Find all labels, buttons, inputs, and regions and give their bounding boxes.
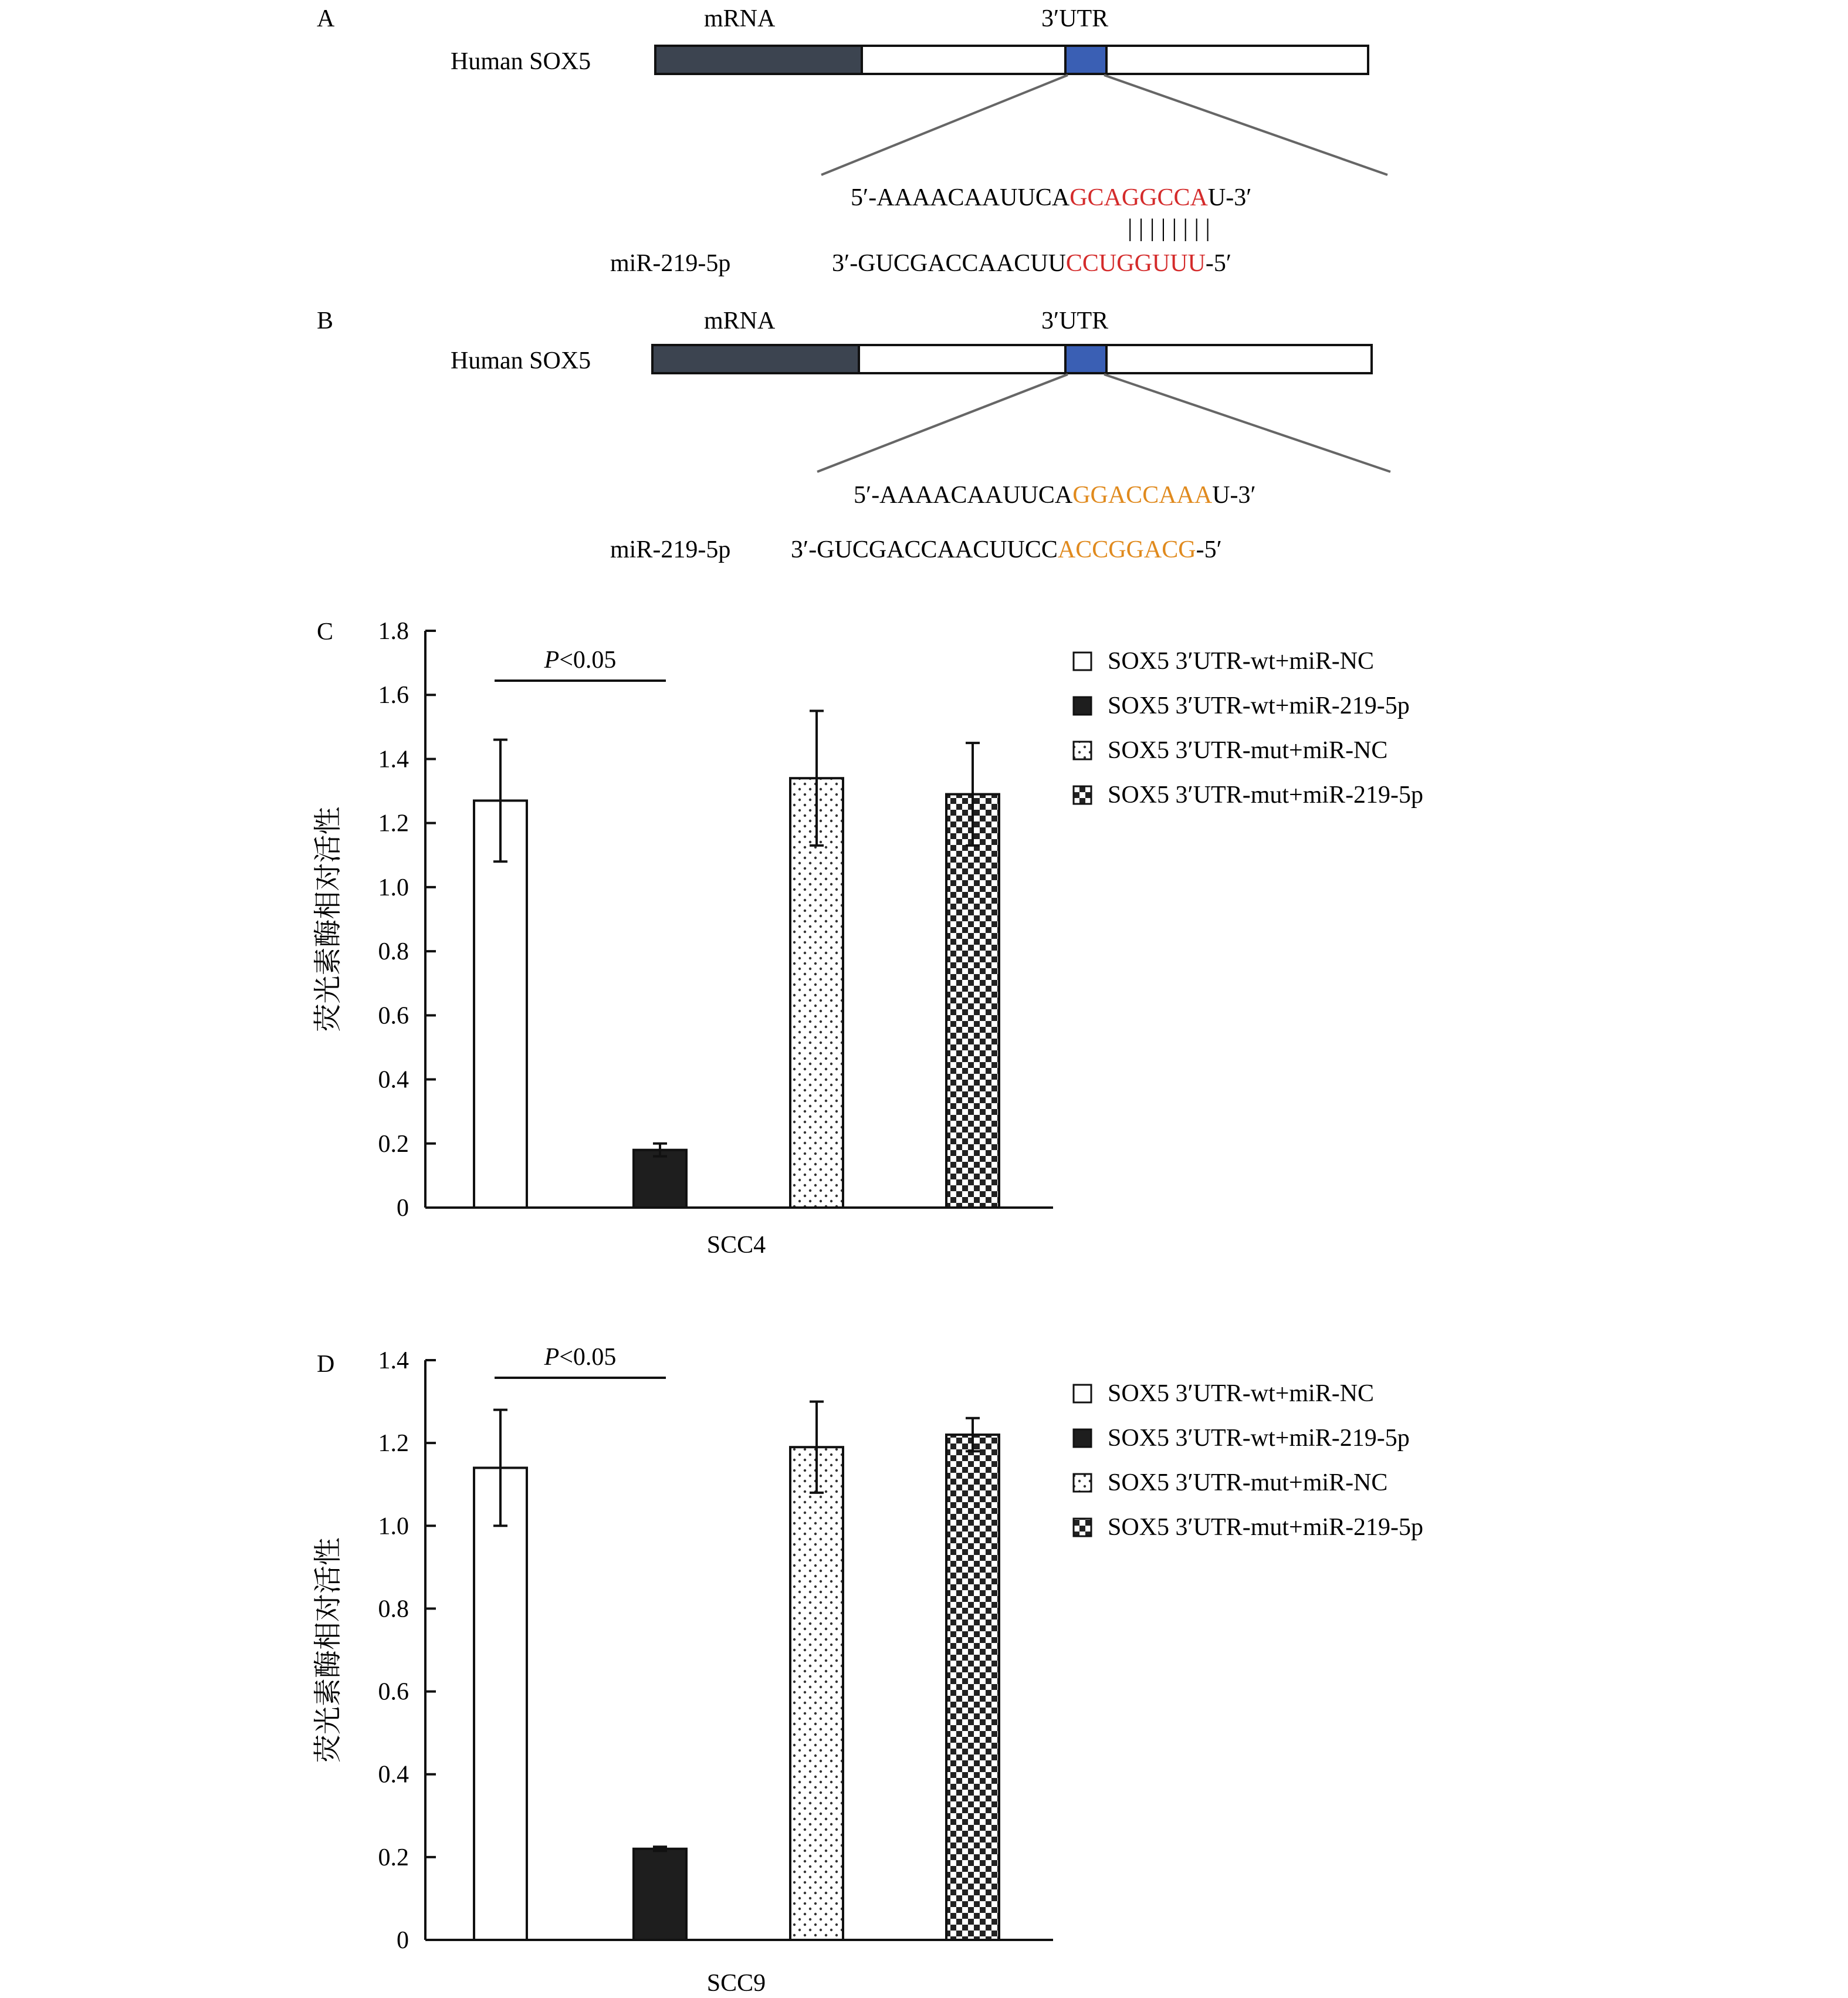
panel-b-mirna-sequence (791, 536, 1222, 563)
panel-a-mrna-seq-suffix: U-3′ (1207, 184, 1252, 211)
chart-c-y-axis-label: 荧光素酶相对活性 (312, 806, 344, 1032)
chart-c-legend-label: SOX5 3′UTR-wt+miR-219-5p (1108, 692, 1410, 719)
chart-d-significance-label: P<0.05 (544, 1344, 617, 1371)
chart-d-legend-label: SOX5 3′UTR-wt+miR-219-5p (1108, 1425, 1410, 1452)
panel-b-gene-label: Human SOX5 (451, 347, 591, 374)
chart-d-y-tick-label: 0.6 (378, 1678, 409, 1706)
chart-d-letter: D (317, 1351, 335, 1378)
chart-c-legend-swatch (1074, 786, 1091, 804)
chart-d-y-tick-label: 0.8 (378, 1595, 409, 1623)
panel-a-pairing: | | | | | | | | (1128, 215, 1210, 242)
panel-b-letter: B (317, 307, 334, 334)
panel-b-zoom-line-right (1104, 374, 1390, 472)
chart-c-y-tick-label: 0.8 (378, 938, 409, 966)
chart-c-y-tick-label: 1.6 (378, 682, 409, 709)
chart-c-y-tick-label: 0 (397, 1195, 409, 1222)
chart-c-y-tick-label: 0.2 (378, 1130, 409, 1158)
panel-a-letter: A (317, 5, 335, 32)
chart-d-y-tick-label: 1.2 (378, 1430, 409, 1458)
panel-b-mirna-seq-prefix: 3′-GUCGACCAACUUCC (791, 536, 1058, 563)
chart-c (312, 618, 1423, 1259)
chart-d-y-tick-label: 1.0 (378, 1513, 409, 1540)
chart-c-x-axis-label: SCC4 (706, 1232, 766, 1259)
panel-a-target-site (1065, 46, 1106, 74)
panel-b-mirna-seq-suffix: -5′ (1196, 536, 1222, 563)
panel-a-utr-label: 3′UTR (1041, 5, 1109, 32)
panel-b-mirna-seq-site: ACCGGACG (1057, 536, 1196, 563)
chart-c-y-tick-label: 1.8 (378, 618, 409, 645)
chart-c-bar (634, 1150, 686, 1208)
panel-a-mrna-seq-site: GCAGGCCA (1069, 184, 1208, 211)
chart-c-legend-swatch (1074, 697, 1091, 715)
panel-a-zoom-line-left (821, 75, 1068, 175)
chart-d-y-tick-label: 0.4 (378, 1761, 409, 1789)
panel-b-utr-label: 3′UTR (1041, 307, 1109, 334)
chart-d-x-axis-label: SCC9 (706, 1970, 766, 1997)
panel-a (317, 5, 1387, 277)
panel-a-zoom-line-right (1104, 75, 1387, 175)
panel-a-gene-label: Human SOX5 (451, 48, 591, 75)
panel-a-mirna-seq-site: CCUGGUUU (1065, 250, 1206, 277)
chart-c-letter: C (317, 618, 334, 645)
chart-c-legend-label: SOX5 3′UTR-mut+miR-219-5p (1108, 782, 1424, 809)
chart-c-legend-swatch (1074, 742, 1091, 759)
chart-d (312, 1344, 1423, 1997)
panel-b-zoom-line-left (817, 374, 1068, 472)
panel-b-mrna-sequence (854, 482, 1256, 509)
chart-d-legend-label: SOX5 3′UTR-wt+miR-NC (1108, 1380, 1375, 1407)
chart-d-bar (634, 1849, 686, 1940)
chart-c-y-tick-label: 0.6 (378, 1002, 409, 1030)
panel-b-cds-segment (652, 345, 859, 373)
panel-a-cds-segment (655, 46, 862, 74)
chart-d-legend-label: SOX5 3′UTR-mut+miR-219-5p (1108, 1514, 1424, 1541)
chart-d-legend-swatch (1074, 1474, 1091, 1492)
chart-c-legend-label: SOX5 3′UTR-mut+miR-NC (1108, 737, 1388, 764)
chart-d-bar (790, 1447, 843, 1940)
panel-a-mrna-sequence (851, 184, 1251, 211)
chart-c-legend-label: SOX5 3′UTR-wt+miR-NC (1108, 648, 1375, 675)
chart-d-y-tick-label: 1.4 (378, 1347, 409, 1374)
chart-c-significance-label: P<0.05 (544, 647, 617, 674)
chart-c-y-tick-label: 1.0 (378, 874, 409, 901)
panel-a-mirna-seq-prefix: 3′-GUCGACCAACUU (832, 250, 1066, 277)
chart-d-bar (946, 1435, 999, 1940)
chart-d-y-tick-label: 0 (397, 1927, 409, 1954)
chart-c-y-tick-label: 0.4 (378, 1066, 409, 1094)
panel-b-mirna-label: miR-219-5p (610, 536, 731, 563)
chart-c-bar (946, 795, 999, 1208)
chart-c-y-tick-label: 1.2 (378, 810, 409, 837)
chart-d-y-axis-label: 荧光素酶相对活性 (312, 1537, 344, 1763)
chart-d-legend-swatch (1074, 1519, 1091, 1536)
chart-c-legend-swatch (1074, 653, 1091, 670)
chart-d-legend-swatch (1074, 1385, 1091, 1402)
chart-d-bar (474, 1468, 527, 1940)
panel-a-mirna-sequence (832, 250, 1231, 277)
chart-d-legend-label: SOX5 3′UTR-mut+miR-NC (1108, 1469, 1388, 1496)
panel-b (317, 307, 1390, 563)
panel-b-mrna-seq-prefix: 5′-AAAACAAUUCA (854, 482, 1073, 509)
chart-d-y-tick-label: 0.2 (378, 1844, 409, 1871)
chart-d-legend-swatch (1074, 1429, 1091, 1447)
panel-a-mirna-seq-suffix: -5′ (1205, 250, 1232, 277)
panel-b-mrna-label: mRNA (704, 307, 776, 334)
panel-b-target-site (1065, 345, 1106, 373)
panel-b-mrna-seq-suffix: U-3′ (1212, 482, 1256, 509)
panel-a-mrna-label: mRNA (704, 5, 776, 32)
panel-b-mrna-seq-site: GGACCAAA (1072, 482, 1213, 509)
panel-a-mrna-seq-prefix: 5′-AAAACAAUUCA (851, 184, 1070, 211)
panel-a-mirna-label: miR-219-5p (610, 250, 731, 277)
chart-c-y-tick-label: 1.4 (378, 746, 409, 773)
